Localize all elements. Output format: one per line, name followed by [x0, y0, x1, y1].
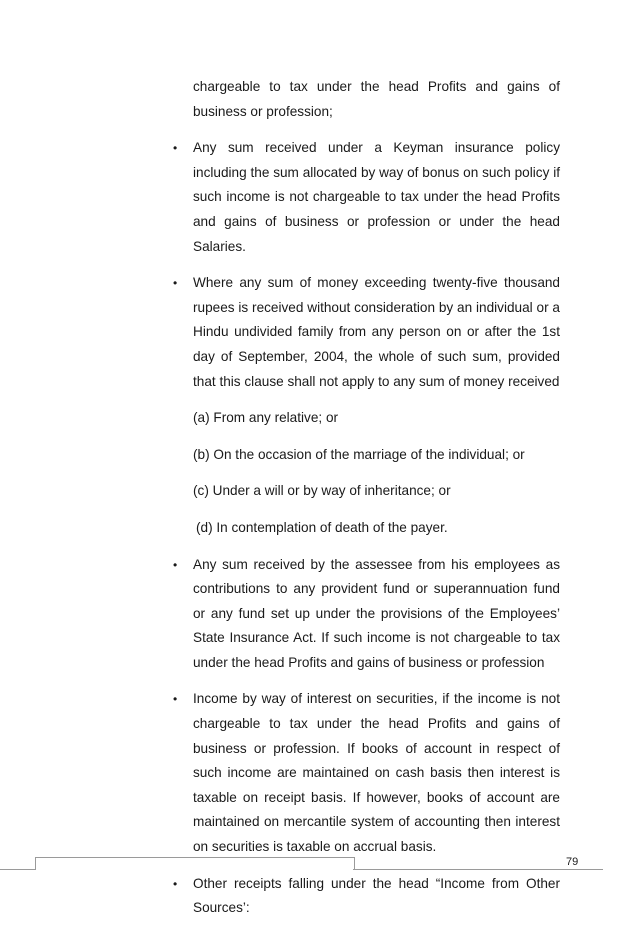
bullet-text: Other receipts falling under the head “Income from Other Sources’: — [193, 875, 560, 916]
bullet-icon: • — [173, 557, 178, 572]
bullet-icon: • — [173, 692, 178, 707]
bullet-text: Income by way of interest on securities, if the income is not chargeable to tax under the head Profits and gains of business or profession. If books of account in respect of such income are maintained on cash basis then interest is taxable on receipt basis. If however, books of account are maintained on mercantile system of accounting then interest on securities is taxable on accrual basis. — [193, 691, 560, 855]
bullet-text: Any sum received under a Keyman insurance policy including the sum allocated by way of bonus on such policy if such income is not chargeable to tax under the head Profits and gains of business or profession or under the head Salaries. — [193, 140, 560, 254]
bullet-item-keyman — [173, 136, 560, 259]
sub-item-c: (c) Under a will or by way of inheritance; or — [193, 483, 451, 499]
bullet-item-interest-securities — [173, 687, 560, 859]
page-body — [173, 75, 560, 933]
sub-item-d: (d) In contemplation of death of the payer. — [196, 519, 448, 535]
sub-item-b: (b) On the occasion of the marriage of the individual; or — [193, 446, 525, 462]
page-number: 79 — [566, 856, 579, 868]
bullet-item-employee-contributions — [173, 553, 560, 676]
footer-rule-left — [0, 869, 35, 870]
footer-rule-right — [353, 869, 603, 870]
continued-paragraph: chargeable to tax under the head Profits and gains of business or profession; — [193, 79, 560, 119]
footer-tab-box — [35, 857, 355, 870]
bullet-item-gift-money — [173, 271, 560, 394]
bullet-text: Any sum received by the assessee from his employees as contributions to any provident fund or superannuation fund or any fund set up under the provisions of the Employees’ State Insurance Act. If such income is not chargeable to tax under the head Profits and gains of business or profession — [193, 556, 560, 670]
bullet-item-other-receipts — [173, 872, 560, 921]
bullet-icon: • — [173, 141, 178, 156]
bullet-icon: • — [173, 876, 178, 891]
bullet-icon: • — [173, 276, 178, 291]
sub-item-a: (a) From any relative; or — [193, 410, 339, 426]
bullet-text: Where any sum of money exceeding twenty-five thousand rupees is received without consideration by an individual or a Hindu undivided family from any person on or after the 1st day of September, 2004, the whole of such sum, provided that this clause shall not apply to any sum of money received — [193, 275, 560, 389]
